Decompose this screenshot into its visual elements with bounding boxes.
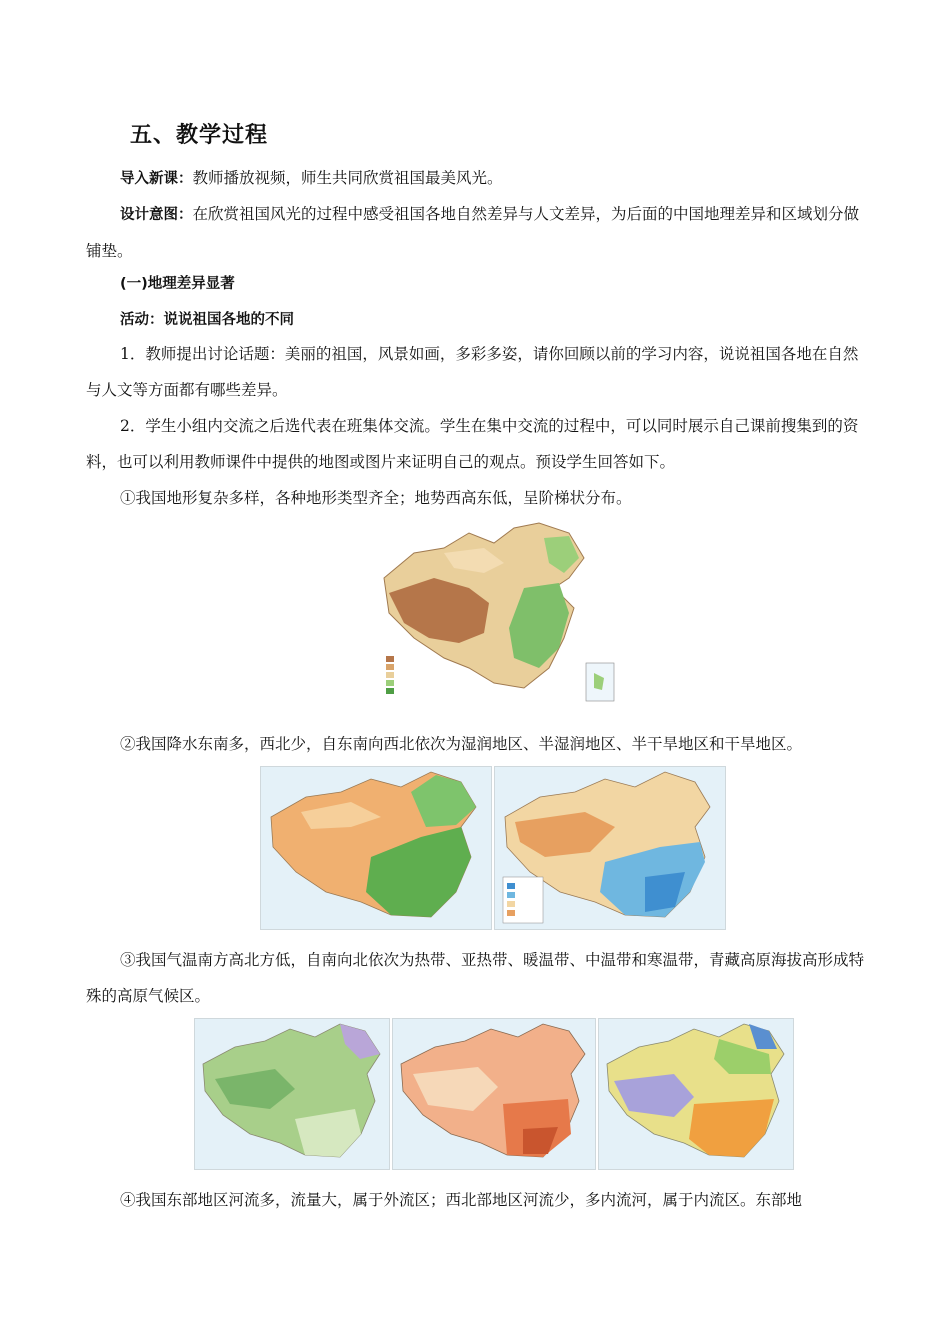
point-1-paragraph: ①我国地形复杂多样，各种地形类型齐全；地势西高东低，呈阶梯状分布。 [120, 489, 632, 507]
rainfall-map-icon [494, 766, 726, 930]
heat-map-icon [392, 1018, 596, 1170]
design-text: 在欣赏祖国风光的过程中感受祖国各地自然差异与人文差异，为后面的中国地理差异和区域划分做铺垫。 [86, 205, 860, 260]
design-label: 设计意图： [120, 207, 193, 223]
point-2-paragraph: ②我国降水东南多，西北少，自东南向西北依次为湿润地区、半湿润地区、半干旱地区和干旱地区。 [120, 735, 803, 753]
point-3-paragraph: ③我国气温南方高北方低，自南向北依次为热带、亚热带、暖温带、中温带和寒温带，青藏高原海拔高形成特殊的高原气候区。 [86, 951, 865, 1005]
design-paragraph [86, 196, 866, 269]
climate-zone-map-icon [598, 1018, 794, 1170]
intro-label: 导入新课： [120, 171, 193, 187]
step-1-paragraph: 1．教师提出讨论话题：美丽的祖国，风景如画，多彩多姿，请你回顾以前的学习内容，说说祖国各地在自然与人文等方面都有哪些差异。 [86, 345, 859, 399]
temperature-map-icon [194, 1018, 390, 1170]
intro-paragraph [86, 160, 866, 197]
intro-text: 教师播放视频，师生共同欣赏祖国最美风光。 [192, 169, 503, 187]
subsection-title: (一)地理差异显著 [120, 276, 235, 292]
section-title: 五、教学过程 [130, 123, 269, 148]
precipitation-map-icon [260, 766, 492, 930]
point-4-paragraph: ④我国东部地区河流多，流量大，属于外流区；西北部地区河流少，多内流河，属于内流区。东部地 [120, 1191, 803, 1209]
terrain-map-icon [374, 518, 620, 706]
activity-title: 活动：说说祖国各地的不同 [120, 312, 294, 328]
step-2-paragraph: 2．学生小组内交流之后选代表在班集体交流。学生在集中交流的过程中，可以同时展示自己课前搜集到的资料，也可以利用教师课件中提供的地图或图片来证明自己的观点。预设学生回答如下。 [86, 417, 859, 471]
